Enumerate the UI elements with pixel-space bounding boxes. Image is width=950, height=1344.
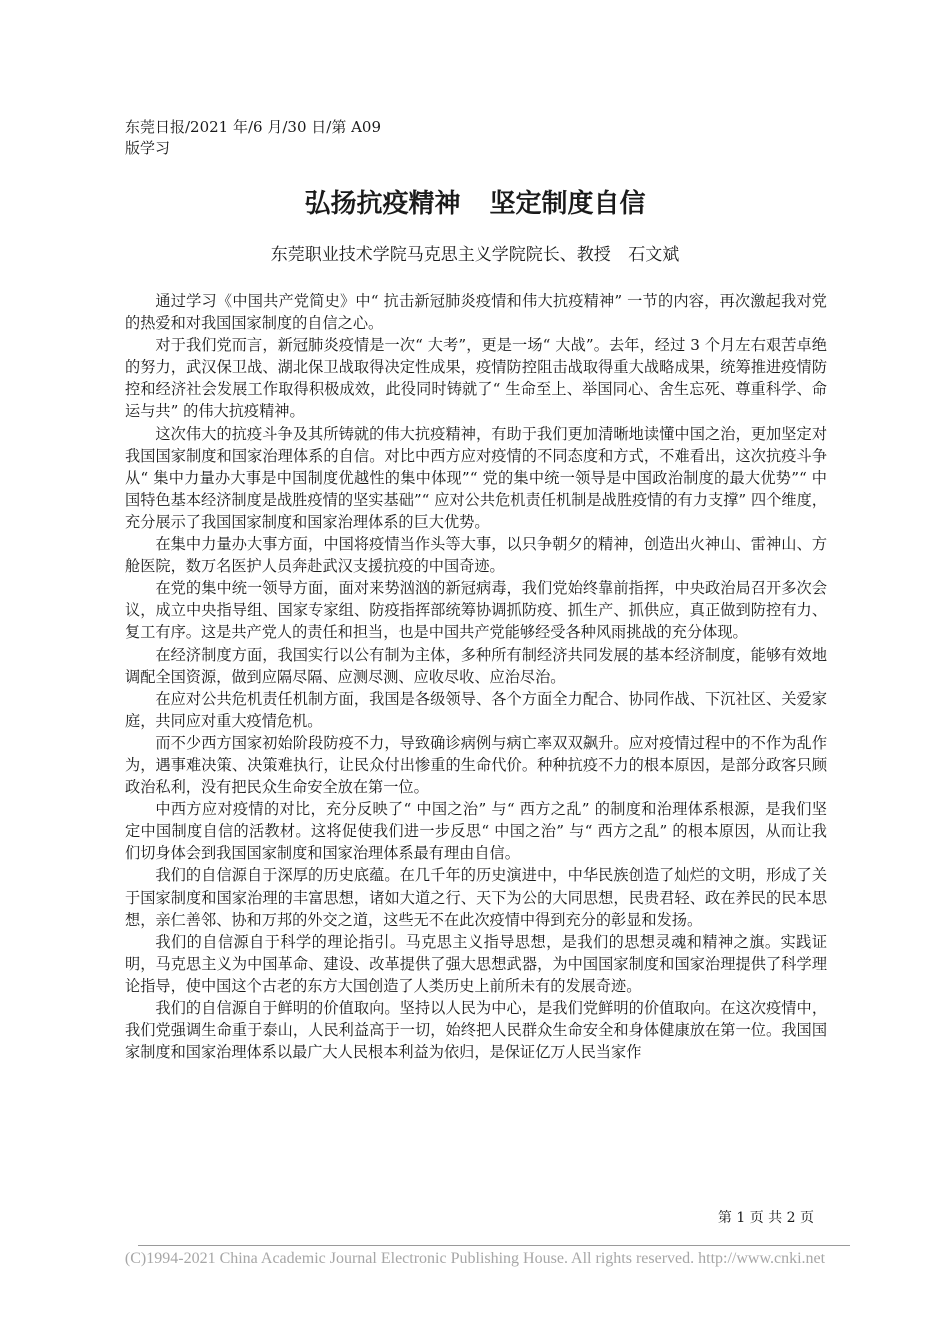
publication-source: 东莞日报/2021 年/6 月/30 日/第 A09 版学习 <box>125 118 382 157</box>
article-body <box>125 290 827 1063</box>
body-paragraph: 通过学习《中国共产党简史》中“ 抗击新冠肺炎疫情和伟大抗疫精神” 一节的内容，再次激起我对党的热爱和对我国国家制度的自信之心。 <box>125 292 827 333</box>
body-paragraph: 在集中力量办大事方面，中国将疫情当作头等大事，以只争朝夕的精神，创造出火神山、雷神山、方舱医院，数万名医护人员奔赴武汉支援抗疫的中国奇迹。 <box>125 535 827 576</box>
body-paragraph: 在经济制度方面，我国实行以公有制为主体，多种所有制经济共同发展的基本经济制度，能够有效地调配全国资源，做到应隔尽隔、应测尽测、应收尽收、应治尽治。 <box>125 645 827 686</box>
body-paragraph: 在党的集中统一领导方面，面对来势汹汹的新冠病毒，我们党始终靠前指挥，中央政治局召开多次会议，成立中央指导组、国家专家组、防疫指挥部统筹协调抓防疫、抓生产、抓供应，真正做到防控有力、复工有序。这是共产党人的责任和担当，也是中国共产党能够经受各种风雨挑战的充分体现。 <box>125 579 827 642</box>
article-title: 弘扬抗疫精神 坚定制度自信 <box>304 189 646 219</box>
copyright-footer: (C)1994-2021 China Academic Journal Electronic Publishing House. All rights reserved. http://www.cnki.net <box>124 1250 826 1267</box>
body-paragraph: 中西方应对疫情的对比，充分反映了“ 中国之治” 与“ 西方之乱” 的制度和治理体系根源，是我们坚定中国制度自信的活教材。这将促使我们进一步反思“ 中国之治” 与“ 西方之乱” 的根本原因，从而让我们切身体会到我国国家制度和国家治理体系最有理由自信。 <box>125 800 827 863</box>
article-author: 东莞职业技术学院马克思主义学院院长、教授 石文斌 <box>270 245 680 265</box>
body-paragraph: 我们的自信源自于鲜明的价值取向。坚持以人民为中心，是我们党鲜明的价值取向。在这次疫情中，我们党强调生命重于泰山，人民利益高于一切，始终把人民群众生命安全和身体健康放在第一位。我国国家制度和国家治理体系以最广大人民根本利益为依归，是保证亿万人民当家作 <box>125 999 827 1062</box>
body-paragraph: 我们的自信源自于深厚的历史底蕴。在几千年的历史演进中，中华民族创造了灿烂的文明，形成了关于国家制度和国家治理的丰富思想，诸如大道之行、天下为公的大同思想，民贵君轻、政在养民的民本思想，亲仁善邻、协和万邦的外交之道，这些无不在此次疫情中得到充分的彰显和发扬。 <box>125 866 827 929</box>
body-paragraph: 而不少西方国家初始阶段防疫不力，导致确诊病例与病亡率双双飙升。应对疫情过程中的不作为乱作为，遇事难决策、决策难执行，让民众付出惨重的生命代价。种种抗疫不力的根本原因，是部分政客只顾政治私利，没有把民众生命安全放在第一位。 <box>125 733 827 797</box>
body-paragraph: 这次伟大的抗疫斗争及其所铸就的伟大抗疫精神，有助于我们更加清晰地读懂中国之治，更加坚定对我国国家制度和国家治理体系的自信。对比中西方应对疫情的不同态度和方式，不难看出，这次抗疫斗争从“ 集中力量办大事是中国制度优越性的集中体现”“ 党的集中统一领导是中国政治制度的最大优势”“ 中国特色基本经济制度是战胜疫情的坚实基础”“ 应对公共危机责任机制是战胜疫情的有力支撑” 四个维度，充分展示了我国国家制度和国家治理体系的巨大优势。 <box>125 424 827 531</box>
body-paragraph: 对于我们党而言，新冠肺炎疫情是一次“ 大考”，更是一场“ 大战”。去年，经过 3 个月左右艰苦卓绝的努力，武汉保卫战、湖北保卫战取得决定性成果，疫情防控阻击战取得重大战略成果，统筹推进疫情防控和经济社会发展工作取得积极成效，此役同时铸就了“ 生命至上、举国同心、舍生忘死、尊重科学、命运与共” 的伟大抗疫精神。 <box>125 336 827 421</box>
body-paragraph: 在应对公共危机责任机制方面，我国是各级领导、各个方面全力配合、协同作战、下沉社区、关爱家庭，共同应对重大疫情危机。 <box>125 689 827 730</box>
footer-divider <box>138 1245 850 1246</box>
page-number: 第 1 页 共 2 页 <box>717 1210 814 1226</box>
body-paragraph: 我们的自信源自于科学的理论指引。马克思主义指导思想，是我们的思想灵魂和精神之旗。实践证明，马克思主义为中国革命、建设、改革提供了强大思想武器，为中国国家制度和国家治理提供了科学理论指导，使中国这个古老的东方大国创造了人类历史上前所未有的发展奇迹。 <box>125 932 827 995</box>
